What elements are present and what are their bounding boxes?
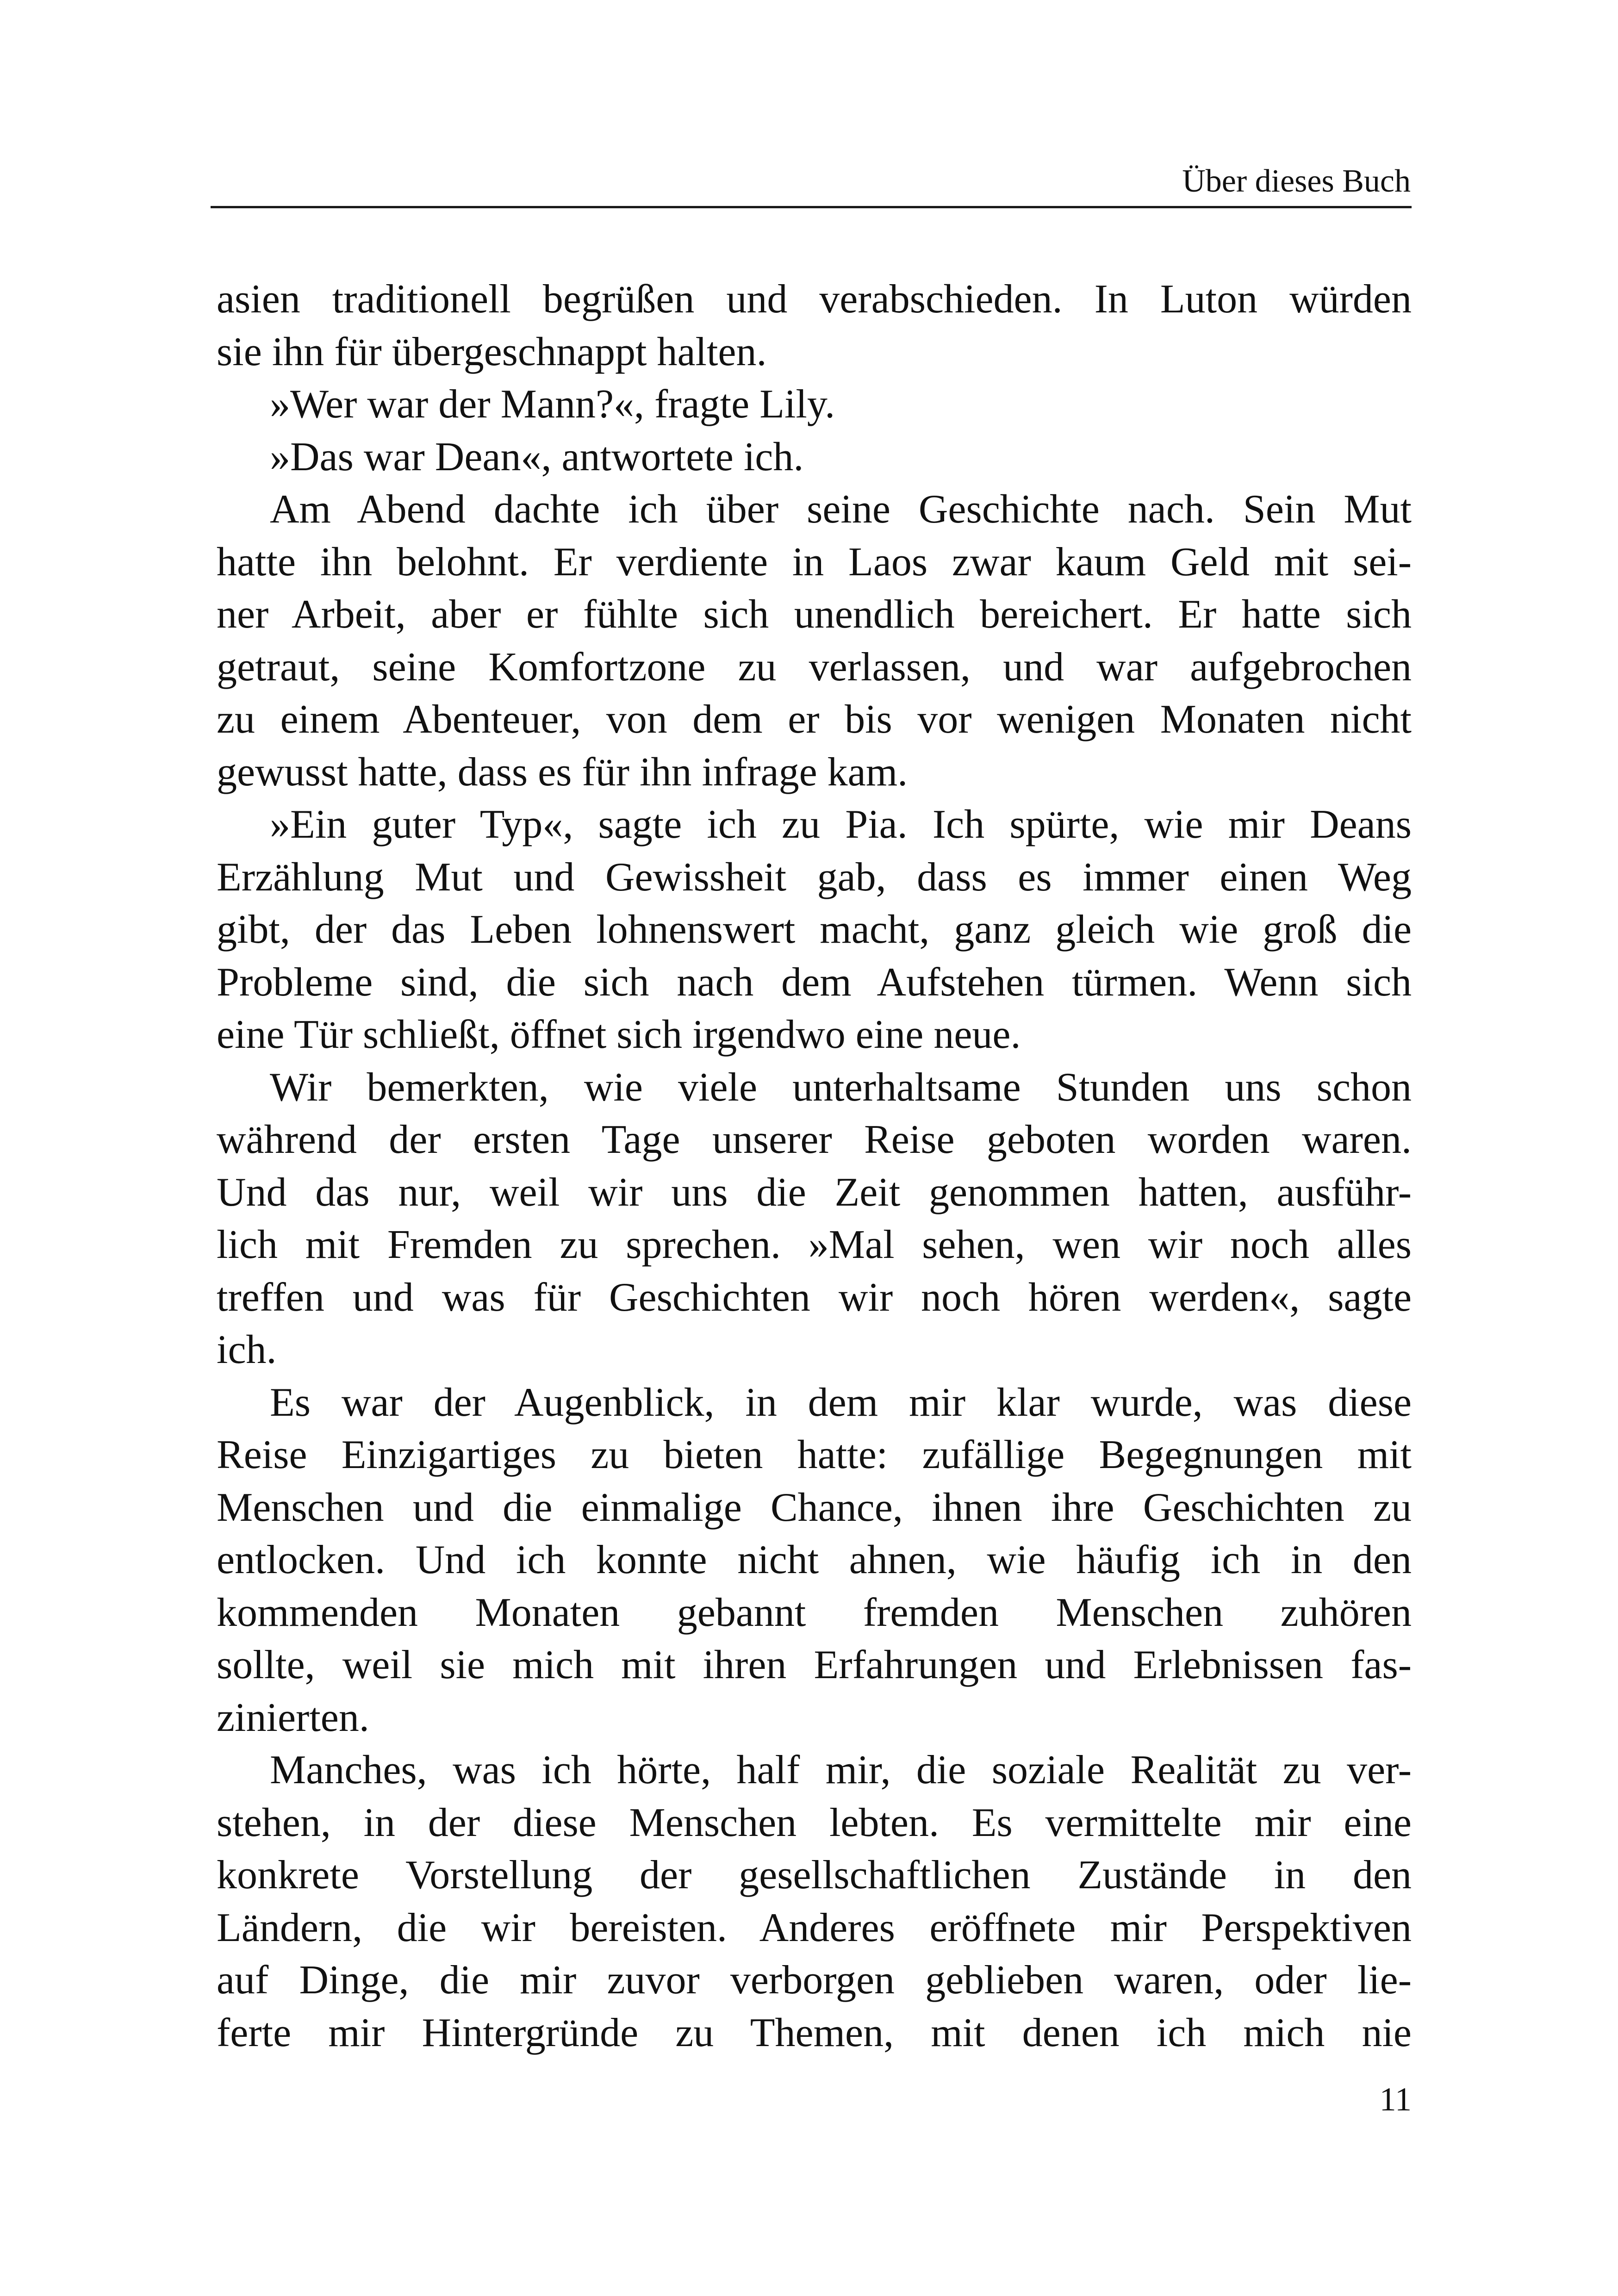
text-line: gewusst hatte, dass es für ihn infrage kam. bbox=[217, 749, 908, 795]
text-line: eine Tür schließt, öffnet sich irgendwo eine neue. bbox=[217, 1012, 1021, 1057]
text-line: zu einem Abenteuer, von dem er bis vor wenigen Monaten nicht bbox=[217, 697, 1412, 742]
text-line: Erzählung Mut und Gewissheit gab, dass es immer einen Weg bbox=[217, 854, 1412, 900]
text-line: konkrete Vorstellung der gesellschaftlichen Zustände in den bbox=[217, 1853, 1412, 1898]
text-line: während der ersten Tage unserer Reise geboten worden waren. bbox=[217, 1117, 1412, 1162]
text-line: »Das war Dean«, antwortete ich. bbox=[270, 434, 804, 479]
text-line: ich. bbox=[217, 1327, 277, 1372]
text-line: auf Dinge, die mir zuvor verborgen geblieben waren, oder lie- bbox=[217, 1958, 1412, 2003]
text-line: treffen und was für Geschichten wir noch hören werden«, sagte bbox=[217, 1275, 1412, 1320]
text-line: entlocken. Und ich konnte nicht ahnen, wie häufig ich in den bbox=[217, 1537, 1412, 1582]
text-line: stehen, in der diese Menschen lebten. Es vermittelte mir eine bbox=[217, 1800, 1412, 1845]
text-line: asien traditionell begrüßen und verabschieden. In Luton würden bbox=[217, 277, 1412, 322]
text-line: Manches, was ich hörte, half mir, die soziale Realität zu ver- bbox=[270, 1748, 1412, 1792]
body-text bbox=[217, 273, 1412, 2059]
running-header bbox=[211, 157, 1412, 208]
text-line: sollte, weil sie mich mit ihren Erfahrungen und Erlebnissen fas- bbox=[217, 1643, 1412, 1687]
text-line: Wir bemerkten, wie viele unterhaltsame Stunden uns schon bbox=[270, 1064, 1412, 1110]
text-line: hatte ihn belohnt. Er verdiente in Laos zwar kaum Geld mit sei- bbox=[217, 539, 1412, 585]
text-line: Am Abend dachte ich über seine Geschichte nach. Sein Mut bbox=[270, 487, 1412, 532]
text-line: Menschen und die einmalige Chance, ihnen ihre Geschichten zu bbox=[217, 1485, 1412, 1530]
text-line: getraut, seine Komfortzone zu verlassen, und war aufgebrochen bbox=[217, 644, 1412, 690]
text-line: Probleme sind, die sich nach dem Aufstehen türmen. Wenn sich bbox=[217, 959, 1412, 1005]
text-line: Und das nur, weil wir uns die Zeit genommen hatten, ausführ- bbox=[217, 1170, 1412, 1215]
text-line: sie ihn für übergeschnappt halten. bbox=[217, 329, 767, 374]
text-line: gibt, der das Leben lohnenswert macht, ganz gleich wie groß die bbox=[217, 907, 1412, 952]
text-line: »Ein guter Typ«, sagte ich zu Pia. Ich spürte, wie mir Deans bbox=[270, 802, 1412, 847]
text-line: ferte mir Hintergründe zu Themen, mit denen ich mich nie bbox=[217, 2010, 1412, 2055]
text-line: Reise Einzigartiges zu bieten hatte: zufällige Begegnungen mit bbox=[217, 1432, 1412, 1477]
text-line: ner Arbeit, aber er fühlte sich unendlich bereichert. Er hatte sich bbox=[217, 592, 1412, 637]
text-line: »Wer war der Mann?«, fragte Lily. bbox=[270, 382, 835, 427]
text-line: kommenden Monaten gebannt fremden Menschen zuhören bbox=[217, 1590, 1412, 1635]
text-line: zinierten. bbox=[217, 1695, 369, 1740]
running-header-title: Über dieses Buch bbox=[1182, 163, 1411, 199]
text-line: lich mit Fremden zu sprechen. »Mal sehen, wen wir noch alles bbox=[217, 1222, 1412, 1267]
page-number: 11 bbox=[1379, 2081, 1412, 2118]
text-line: Es war der Augenblick, in dem mir klar wurde, was diese bbox=[270, 1380, 1412, 1425]
text-line: Ländern, die wir bereisten. Anderes eröffnete mir Perspektiven bbox=[217, 1905, 1412, 1950]
